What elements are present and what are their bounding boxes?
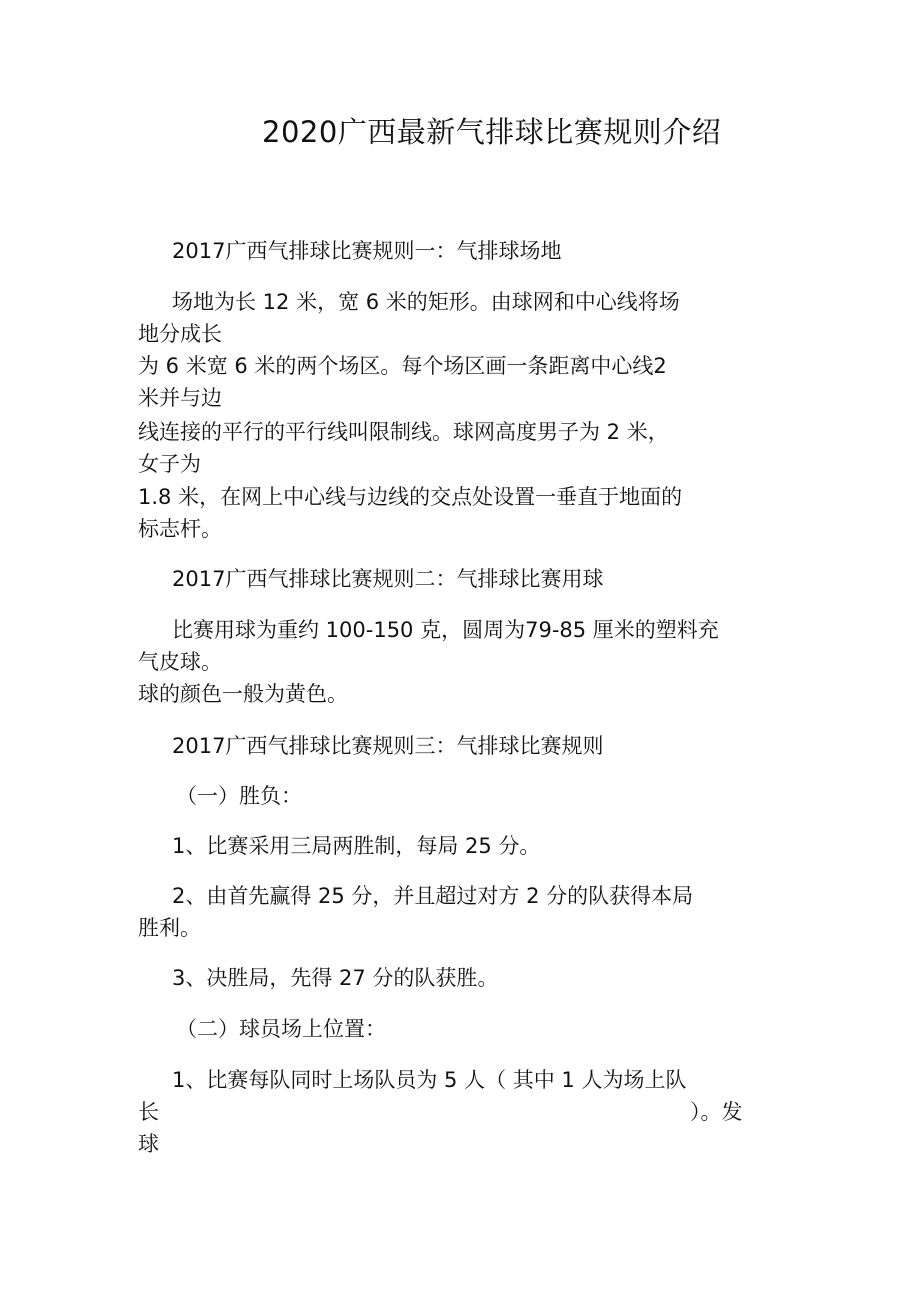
paragraph-line: 球的颜色一般为黄色。 xyxy=(138,682,348,706)
list-item-continuation: 胜利。 xyxy=(138,916,201,940)
section-heading-3: 2017广西气排球比赛规则三：气排球比赛规则 xyxy=(172,734,604,758)
list-item-continuation: 球 xyxy=(138,1132,159,1156)
list-item: 2、由首先赢得 25 分，并且超过对方 2 分的队获得本局 xyxy=(172,884,694,908)
subheading-result: （一）胜负： xyxy=(176,784,302,808)
paragraph-line: 比赛用球为重约 100-150 克，圆周为79-85 厘米的塑料充 xyxy=(172,618,719,642)
paragraph-line: 女子为 xyxy=(138,452,201,476)
section-heading-2: 2017广西气排球比赛规则二：气排球比赛用球 xyxy=(172,567,604,591)
list-item: 1、比赛采用三局两胜制，每局 25 分。 xyxy=(172,834,541,858)
paragraph-line: 1.8 米，在网上中心线与边线的交点处设置一垂直于地面的 xyxy=(138,485,683,509)
paragraph-line: 气皮球。 xyxy=(138,650,222,674)
paragraph-line: 线连接的平行的平行线叫限制线。球网高度男子为 2 米， xyxy=(138,420,669,444)
section-heading-1: 2017广西气排球比赛规则一：气排球场地 xyxy=(172,239,562,263)
list-item-continuation-right: ）。发 xyxy=(690,1100,743,1124)
list-item: 1、比赛每队同时上场队员为 5 人（ 其中 1 人为场上队 xyxy=(172,1068,687,1092)
subheading-positions: （二）球员场上位置： xyxy=(176,1017,386,1041)
paragraph-line: 场地为长 12 米，宽 6 米的矩形。由球网和中心线将场 xyxy=(172,290,680,314)
paragraph-line: 地分成长 xyxy=(138,322,222,346)
list-item-continuation: 长 xyxy=(138,1100,159,1124)
paragraph-line: 米并与边 xyxy=(138,386,222,410)
document-title: 2020广西最新气排球比赛规则介绍 xyxy=(262,115,722,149)
paragraph-line: 标志杆。 xyxy=(138,517,222,541)
paragraph-line: 为 6 米宽 6 米的两个场区。每个场区画一条距离中心线2 xyxy=(138,354,667,378)
list-item: 3、决胜局，先得 27 分的队获胜。 xyxy=(172,966,499,990)
